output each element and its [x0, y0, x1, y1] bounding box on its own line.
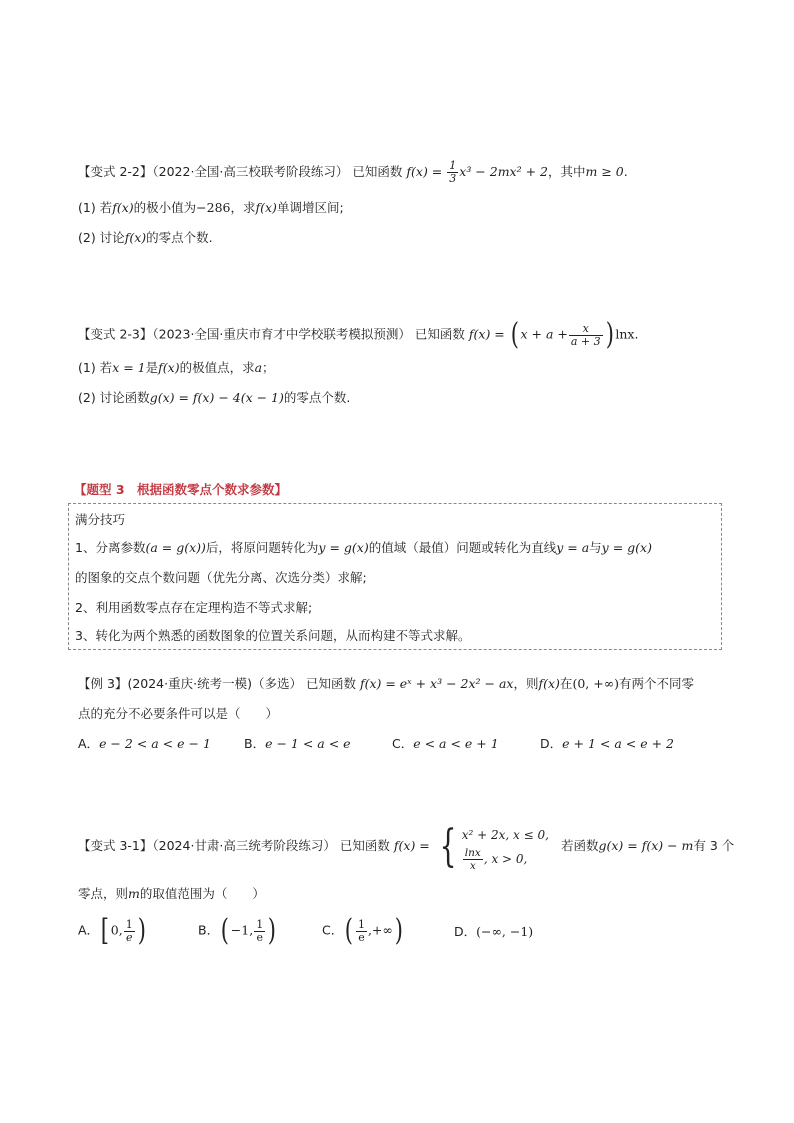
- v31-choice-a[interactable]: A．[ 0, $\frac{1}{e}$ ): [78, 913, 146, 948]
- v31-choice-c[interactable]: C．( $\frac{1}{e}$ ,+∞): [322, 913, 403, 948]
- v31-stem: 【变式 3-1】（2024·甘肃·高三统考阶段练习） 已知函数 f(x) = { x² + 2x, x ≤ 0, $\frac{\ln x}{x}$ , x > 0, 若函数g(x) = f(x) − m有 3 个: [78, 820, 735, 872]
- v23-source: （2023·全国·重庆市育才中学校联考模拟预测）: [152, 326, 411, 342]
- v31-piecewise: x² + 2x, x ≤ 0, $\frac{\ln x}{x}$ , x > 0,: [461, 827, 549, 872]
- v22-func-rhs: x³ − 2mx² + 2: [459, 164, 548, 179]
- ex3-tag: 【例 3】: [78, 676, 128, 691]
- v31-source: （2024·甘肃·高三统考阶段练习）: [152, 838, 336, 853]
- tips-line-2: 的图象的交点个数问题（优先分离、次选分类）求解;: [75, 570, 367, 585]
- v22-condition: m ≥ 0: [585, 164, 624, 179]
- ex3-stem: 【例 3】(2024·重庆·统考一模)（多选） 已知函数 f(x) = eˣ + x³ − 2x² − ax，则f(x)在(0, +∞)有两个不同零: [78, 676, 694, 691]
- v23-frac: $\frac{x}{a + 3}$: [570, 321, 601, 348]
- ex3-choice-a[interactable]: A．e − 2 < a < e − 1: [78, 736, 211, 751]
- ex3-choice-b[interactable]: B．e − 1 < a < e: [244, 736, 351, 751]
- v31-choice-d[interactable]: D．(−∞, −1): [454, 924, 534, 939]
- v22-func-lhs: f(x) =: [406, 164, 443, 179]
- v31-stem-line2: 零点，则m的取值范围为（ ）: [78, 886, 265, 901]
- tips-line-3: 2、利用函数零点存在定理构造不等式求解;: [75, 600, 313, 615]
- v22-frac: $\frac{1}{3}$: [449, 159, 457, 185]
- tips-box: [68, 503, 722, 650]
- v22-tag: 【变式 2-2】: [78, 164, 153, 179]
- v23-stem: 【变式 2-3】（2023·全国·重庆市育才中学校联考模拟预测） 已知函数 f(x) = ( x + a + $\frac{x}{a + 3}$ ) lnx.: [78, 317, 639, 352]
- v22-intro: 已知函数: [352, 164, 403, 179]
- v22-q2: (2) 讨论f(x)的零点个数.: [78, 230, 213, 245]
- tips-line-4: 3、转化为两个熟悉的函数图象的位置关系问题，从而构建不等式求解。: [75, 628, 471, 643]
- ex3-stem-line2: 点的充分不必要条件可以是（ ）: [78, 706, 279, 721]
- v31-choice-b[interactable]: B．( −1, $\frac{1}{e}$ ): [198, 913, 277, 948]
- ex3-source: (2024·重庆·统考一模)（多选）: [127, 676, 302, 691]
- tips-heading: 满分技巧: [75, 512, 126, 527]
- v23-q2: (2) 讨论函数g(x) = f(x) − 4(x − 1)的零点个数.: [78, 390, 351, 405]
- v23-tag: 【变式 2-3】: [78, 326, 153, 342]
- section-title: 【题型 3 根据函数零点个数求参数】: [74, 482, 288, 497]
- ex3-choice-c[interactable]: C．e < a < e + 1: [392, 736, 499, 751]
- v31-tag: 【变式 3-1】: [78, 838, 153, 853]
- v22-stem: 【变式 2-2】（2022·全国·高三校联考阶段练习） 已知函数 f(x) = $\frac{1}{3}$ x³ − 2mx² + 2，其中m ≥ 0.: [78, 159, 628, 185]
- v22-q1: (1) 若f(x)的极小值为−286，求f(x)单调增区间;: [78, 200, 344, 215]
- tips-line-1: 1、分离参数(a = g(x))后，将原问题转化为y = g(x)的值域（最值）问题或转化为直线y = a与y = g(x): [75, 540, 652, 555]
- v23-q1: (1) 若x = 1是f(x)的极值点，求a；: [78, 360, 275, 375]
- ex3-choice-d[interactable]: D．e + 1 < a < e + 2: [540, 736, 674, 751]
- v22-source: （2022·全国·高三校联考阶段练习）: [152, 164, 349, 179]
